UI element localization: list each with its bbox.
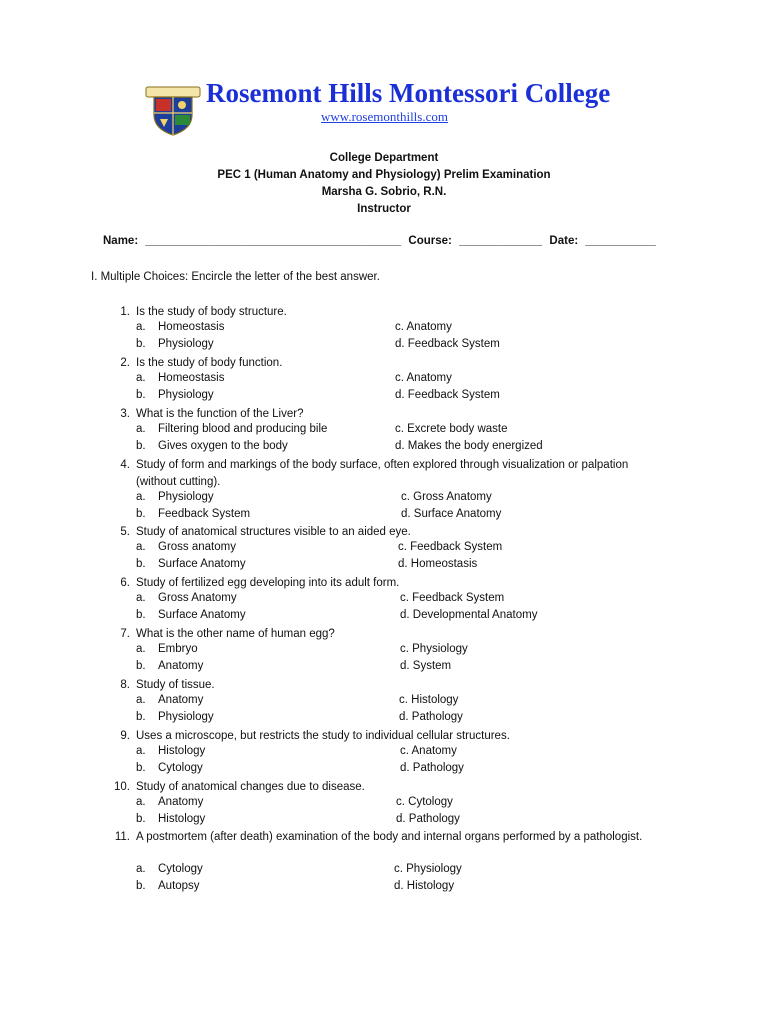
question-item xyxy=(108,728,668,745)
option-text: Physiology xyxy=(158,711,214,723)
option-text: Gives oxygen to the body xyxy=(158,440,288,452)
option-b[interactable] xyxy=(136,389,214,401)
option-b[interactable] xyxy=(136,660,203,672)
option-letter: b. xyxy=(136,508,146,520)
question-item xyxy=(108,355,668,372)
date-blank[interactable]: ___________ xyxy=(585,235,656,247)
name-label: Name: xyxy=(103,235,139,247)
exam-title: PEC 1 (Human Anatomy and Physiology) Prelim Examination xyxy=(217,169,551,181)
option-d[interactable] xyxy=(400,609,537,621)
name-blank[interactable]: ________________________________________ xyxy=(145,235,402,247)
option-a[interactable] xyxy=(136,643,198,655)
question-text: Study of form and markings of the body surface, often explored through visualization or palpation (without cutting). xyxy=(136,459,629,488)
option-text: c. Cytology xyxy=(396,796,453,808)
option-text: Homeostasis xyxy=(158,321,225,333)
option-letter: b. xyxy=(136,558,146,570)
option-text: Anatomy xyxy=(158,796,204,808)
instructor-label: Instructor xyxy=(357,203,411,215)
college-name: Rosemont Hills Montessori College xyxy=(206,78,611,108)
option-text: d. Makes the body energized xyxy=(395,440,543,452)
option-letter: b. xyxy=(136,711,146,723)
option-a[interactable] xyxy=(136,423,327,435)
option-text: d. Feedback System xyxy=(395,389,500,401)
option-text: Anatomy xyxy=(158,660,204,672)
option-d[interactable] xyxy=(400,762,464,774)
option-c[interactable] xyxy=(395,423,508,435)
option-text: c. Gross Anatomy xyxy=(401,491,492,503)
question-text: Study of fertilized egg developing into its adult form. xyxy=(136,577,400,589)
question-text: Is the study of body structure. xyxy=(136,306,287,318)
option-c[interactable] xyxy=(400,592,504,604)
option-letter: a. xyxy=(136,541,146,553)
option-c[interactable] xyxy=(396,796,453,808)
option-d[interactable] xyxy=(395,440,543,452)
option-letter: a. xyxy=(136,592,146,604)
option-b[interactable] xyxy=(136,338,214,350)
question-text: A postmortem (after death) examination of the body and internal organs performed by a pathologist. xyxy=(136,831,643,843)
question-item xyxy=(108,779,668,796)
question-number: 2. xyxy=(120,357,130,369)
option-letter: a. xyxy=(136,643,146,655)
option-letter: a. xyxy=(136,372,146,384)
option-c[interactable] xyxy=(395,321,452,333)
option-d[interactable] xyxy=(395,389,500,401)
option-a[interactable] xyxy=(136,592,237,604)
option-text: Physiology xyxy=(158,491,214,503)
question-number: 3. xyxy=(120,408,130,420)
question-number: 7. xyxy=(120,628,130,640)
option-d[interactable] xyxy=(394,880,454,892)
option-text: Cytology xyxy=(158,762,203,774)
option-a[interactable] xyxy=(136,491,214,503)
option-text: Anatomy xyxy=(158,694,204,706)
option-d[interactable] xyxy=(396,813,460,825)
department: College Department xyxy=(329,152,439,164)
question-item xyxy=(108,406,668,423)
option-letter: a. xyxy=(136,321,146,333)
question-number: 1. xyxy=(120,306,130,318)
option-d[interactable] xyxy=(395,338,500,350)
instructor-name: Marsha G. Sobrio, R.N. xyxy=(321,186,447,198)
option-letter: a. xyxy=(136,745,146,757)
option-d[interactable] xyxy=(399,711,463,723)
question-text: Study of anatomical changes due to disease. xyxy=(136,781,365,793)
option-text: c. Feedback System xyxy=(398,541,503,553)
option-c[interactable] xyxy=(398,541,502,553)
question-text: Uses a microscope, but restricts the study to individual cellular structures. xyxy=(136,730,510,742)
option-text: c. Physiology xyxy=(400,643,468,655)
question-number: 4. xyxy=(120,459,130,471)
option-letter: b. xyxy=(136,609,146,621)
option-a[interactable] xyxy=(136,321,224,333)
course-label: Course: xyxy=(408,235,452,247)
option-letter: b. xyxy=(136,660,146,672)
question-text: Study of anatomical structures visible to an aided eye. xyxy=(136,526,411,538)
option-letter: b. xyxy=(136,338,146,350)
question-text: What is the function of the Liver? xyxy=(136,408,304,420)
option-text: Filtering blood and producing bile xyxy=(158,423,328,435)
question-number: 5. xyxy=(120,526,130,538)
option-d[interactable] xyxy=(400,660,451,672)
option-b[interactable] xyxy=(136,762,203,774)
option-a[interactable] xyxy=(136,745,205,757)
option-text: Histology xyxy=(158,745,206,757)
option-text: Histology xyxy=(158,813,206,825)
option-a[interactable] xyxy=(136,863,203,875)
option-text: d. Pathology xyxy=(400,762,464,774)
option-text: d. Histology xyxy=(394,880,455,892)
student-info-row xyxy=(103,235,673,247)
option-d[interactable] xyxy=(398,558,477,570)
question-text: Study of tissue. xyxy=(136,679,215,691)
option-text: c. Excrete body waste xyxy=(395,423,508,435)
option-text: d. Pathology xyxy=(396,813,460,825)
option-letter: a. xyxy=(136,863,146,875)
option-b[interactable] xyxy=(136,813,205,825)
question-item xyxy=(108,677,668,694)
option-text: c. Anatomy xyxy=(400,745,457,757)
option-letter: a. xyxy=(136,491,146,503)
question-item xyxy=(108,524,668,541)
section-instructions: I. Multiple Choices: Encircle the letter of the best answer. xyxy=(91,271,380,283)
option-text: c. Histology xyxy=(399,694,459,706)
option-text: d. Feedback System xyxy=(395,338,500,350)
option-text: Physiology xyxy=(158,338,214,350)
question-item xyxy=(108,457,668,491)
option-text: Gross anatomy xyxy=(158,541,236,553)
option-letter: b. xyxy=(136,389,146,401)
option-text: Homeostasis xyxy=(158,372,225,384)
option-c[interactable] xyxy=(401,491,492,503)
option-text: Surface Anatomy xyxy=(158,558,246,570)
question-item xyxy=(108,829,668,846)
option-text: d. Homeostasis xyxy=(398,558,478,570)
option-c[interactable] xyxy=(395,372,452,384)
option-text: d. System xyxy=(400,660,452,672)
option-text: d. Surface Anatomy xyxy=(401,508,502,520)
question-number: 10. xyxy=(114,781,130,793)
course-blank[interactable]: _____________ xyxy=(459,235,543,247)
question-number: 8. xyxy=(120,679,130,691)
option-a[interactable] xyxy=(136,541,236,553)
option-text: d. Pathology xyxy=(399,711,463,723)
option-text: c. Anatomy xyxy=(395,372,452,384)
option-b[interactable] xyxy=(136,609,246,621)
option-b[interactable] xyxy=(136,440,288,452)
question-item xyxy=(108,304,668,321)
question-text: Is the study of body function. xyxy=(136,357,283,369)
option-text: Cytology xyxy=(158,863,203,875)
option-text: Embryo xyxy=(158,643,198,655)
question-item xyxy=(108,575,668,592)
option-c[interactable] xyxy=(400,745,457,757)
option-text: d. Developmental Anatomy xyxy=(400,609,538,621)
option-a[interactable] xyxy=(136,694,203,706)
option-a[interactable] xyxy=(136,796,203,808)
option-d[interactable] xyxy=(401,508,501,520)
option-text: Surface Anatomy xyxy=(158,609,246,621)
college-logo xyxy=(144,85,202,137)
option-letter: a. xyxy=(136,796,146,808)
option-text: c. Feedback System xyxy=(400,592,505,604)
option-letter: b. xyxy=(136,762,146,774)
option-b[interactable] xyxy=(136,558,246,570)
option-b[interactable] xyxy=(136,711,214,723)
option-letter: b. xyxy=(136,813,146,825)
question-number: 6. xyxy=(120,577,130,589)
option-c[interactable] xyxy=(399,694,458,706)
option-c[interactable] xyxy=(400,643,468,655)
option-b[interactable] xyxy=(136,880,200,892)
option-letter: b. xyxy=(136,440,146,452)
option-text: Physiology xyxy=(158,389,214,401)
option-text: Feedback System xyxy=(158,508,251,520)
option-text: Autopsy xyxy=(158,880,200,892)
option-a[interactable] xyxy=(136,372,224,384)
date-label: Date: xyxy=(549,235,579,247)
question-text: What is the other name of human egg? xyxy=(136,628,335,640)
option-letter: a. xyxy=(136,423,146,435)
option-text: Gross Anatomy xyxy=(158,592,237,604)
option-c[interactable] xyxy=(394,863,462,875)
website-link[interactable]: www.rosemonthills.com xyxy=(321,109,448,124)
question-number: 9. xyxy=(120,730,130,742)
option-b[interactable] xyxy=(136,508,250,520)
question-item xyxy=(108,626,668,643)
option-letter: a. xyxy=(136,694,146,706)
option-text: c. Anatomy xyxy=(395,321,452,333)
question-number: 11. xyxy=(114,831,130,843)
option-text: c. Physiology xyxy=(394,863,462,875)
option-letter: b. xyxy=(136,880,146,892)
